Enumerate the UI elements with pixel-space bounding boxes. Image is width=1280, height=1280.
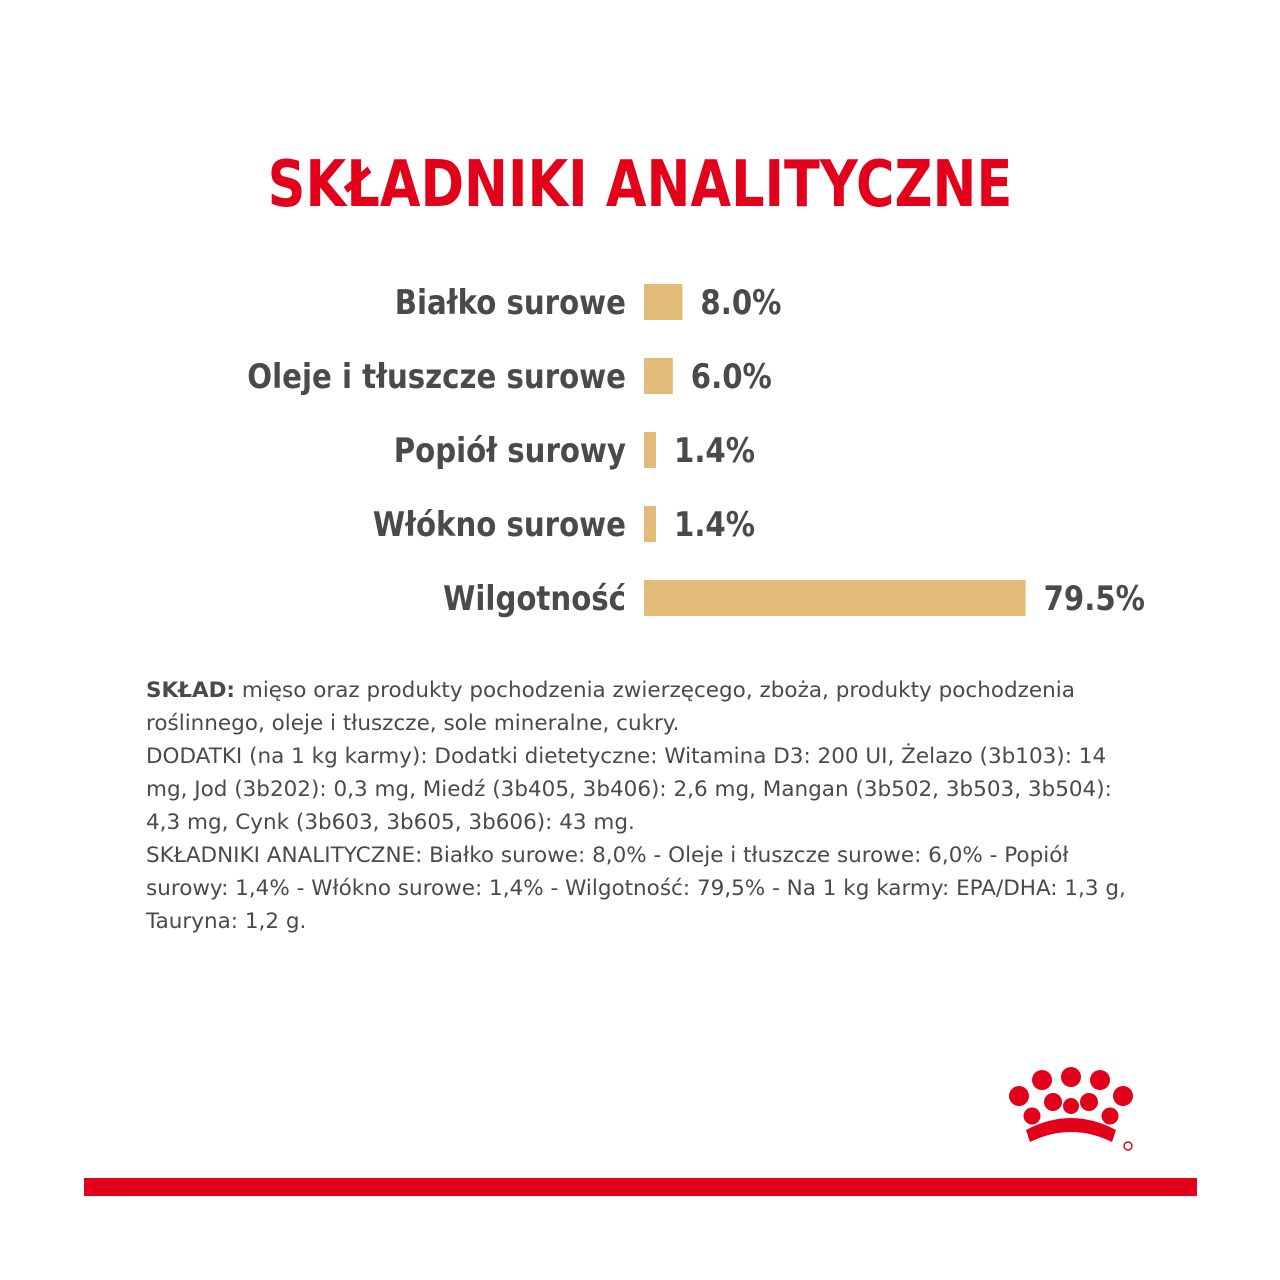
value-label: 1.4%: [673, 431, 756, 471]
category-label: Białko surowe: [394, 283, 626, 323]
composition-text: [146, 674, 1146, 938]
bar: [644, 432, 656, 468]
composition-lead: SKŁAD:: [146, 678, 236, 703]
bar: [644, 284, 682, 320]
category-label: Oleje i tłuszcze surowe: [247, 357, 627, 397]
royal-canin-crown-icon: [996, 1066, 1146, 1156]
value-label: 8.0%: [700, 283, 782, 323]
composition-paragraph: [146, 674, 1146, 740]
page-title: SKŁADNIKI ANALITYCZNE: [267, 148, 1013, 222]
category-label: Wilgotność: [443, 579, 626, 619]
bar: [644, 358, 673, 394]
additives-paragraph: DODATKI (na 1 kg karmy): Dodatki dietetyczne: Witamina D3: 200 UI, Żelazo (3b103): 14 mg, Jod (3b202): 0,3 mg, Miedź (3b405, 3b406): 2,6 mg, Mangan (3b502, 3b503, 3b504): 4,3 mg, Cynk (3b603, 3b605, 3b606): 43 mg.: [146, 744, 1112, 835]
category-label: Włókno surowe: [372, 505, 626, 545]
value-label: 6.0%: [690, 357, 772, 397]
bar: [644, 506, 656, 542]
bottom-accent-bar: [84, 1178, 1197, 1196]
value-label: 1.4%: [673, 505, 756, 545]
category-label: Popiół surowy: [393, 431, 626, 471]
value-label: 79.5%: [1043, 579, 1145, 619]
analytical-paragraph: SKŁADNIKI ANALITYCZNE: Białko surowe: 8,0% - Oleje i tłuszcze surowe: 6,0% - Popiół surowy: 1,4% - Włókno surowe: 1,4% - Wilgotność: 79,5% - Na 1 kg karmy: EPA/DHA: 1,3 g, Tauryna: 1,2 g.: [146, 843, 1126, 934]
bar: [644, 580, 1026, 616]
composition-lead-text: mięso oraz produkty pochodzenia zwierzęcego, zboża, produkty pochodzenia roślinnego, oleje i tłuszcze, sole mineralne, cukry.: [146, 678, 1075, 736]
nutrient-bar-chart: [0, 260, 1280, 640]
